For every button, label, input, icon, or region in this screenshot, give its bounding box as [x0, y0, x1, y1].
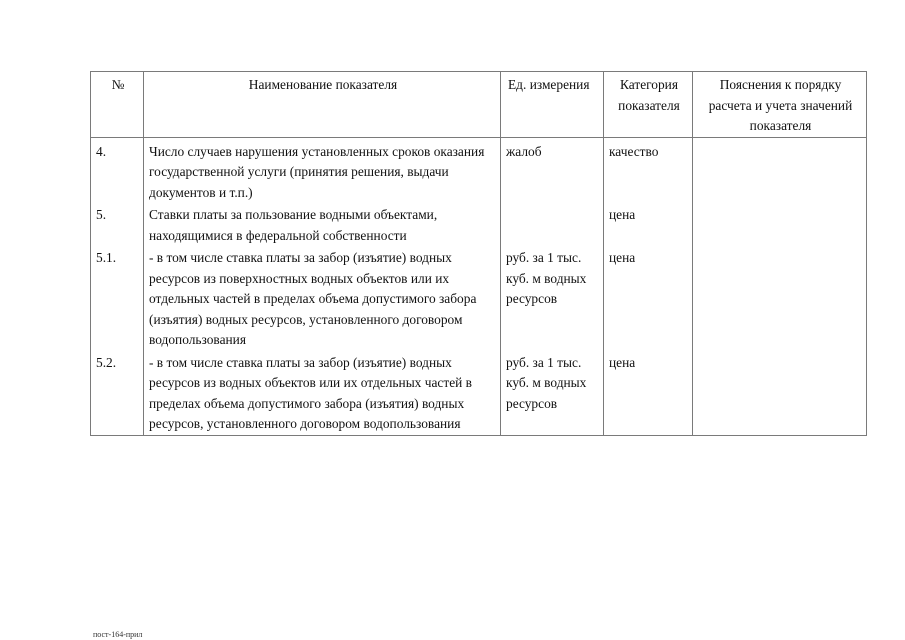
table-body [91, 137, 867, 435]
row-notes [693, 203, 867, 246]
row-num: 5.2. [91, 351, 144, 436]
row-num: 5. [91, 203, 144, 246]
row-notes [693, 137, 867, 203]
row-notes [693, 351, 867, 436]
table-row [91, 203, 867, 246]
header-name: Наименование показателя [144, 72, 501, 138]
row-name: Число случаев нарушения установленных сроков оказания государственной услуги (принятия решения, выдачи документов и т.п.) [144, 137, 501, 203]
indicators-table [90, 71, 867, 436]
header-notes: Пояснения к порядку расчета и учета значений показателя [693, 72, 867, 138]
row-category: качество [604, 137, 693, 203]
row-name: - в том числе ставка платы за забор (изъятие) водных ресурсов из поверхностных водных объектов или их отдельных частей в пределах объема допустимого забора (изъятия) водных ресурсов, установленного договором водопользования [144, 246, 501, 351]
row-name: Ставки платы за пользование водными объектами, находящимися в федеральной собственности [144, 203, 501, 246]
row-unit: руб. за 1 тыс. куб. м водных ресурсов [501, 351, 604, 436]
row-category: цена [604, 351, 693, 436]
footer-note: пост-164-прил [93, 630, 143, 639]
table-header [91, 72, 867, 138]
row-category: цена [604, 203, 693, 246]
row-notes [693, 246, 867, 351]
row-unit: руб. за 1 тыс. куб. м водных ресурсов [501, 246, 604, 351]
row-num: 4. [91, 137, 144, 203]
table-row [91, 246, 867, 351]
row-num: 5.1. [91, 246, 144, 351]
table-row [91, 351, 867, 436]
header-unit: Ед. измерения [501, 72, 604, 138]
row-unit [501, 203, 604, 246]
row-category: цена [604, 246, 693, 351]
header-category: Категория показателя [604, 72, 693, 138]
table-row [91, 137, 867, 203]
row-name: - в том числе ставка платы за забор (изъятие) водных ресурсов из водных объектов или их отдельных частей в пределах объема допустимого забора (изъятия) водных ресурсов, установленного договором водопользования [144, 351, 501, 436]
row-unit: жалоб [501, 137, 604, 203]
header-row [91, 72, 867, 138]
header-num: № [91, 72, 144, 138]
